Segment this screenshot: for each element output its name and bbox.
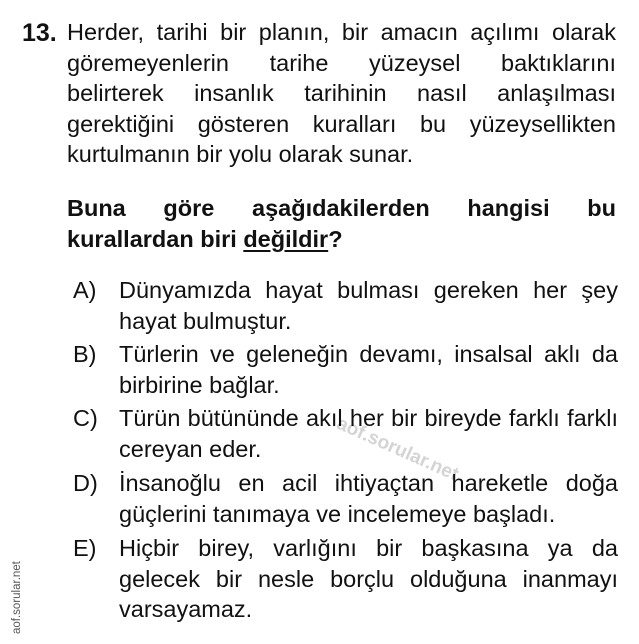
option-e[interactable] [73, 533, 618, 625]
watermark: aof.sorular.net [333, 413, 462, 486]
question-number: 13. [22, 19, 57, 47]
question-stem: Herder, tarihi bir planın, bir amacın açılımı olarak göremeyenlerin tarihe yüzeysel baktıklarını belirterek insanlık tarihinin nasıl anlaşılması gerektiğini gösteren kuralları bu yüzeysellikten kurtulmanın bir yolu olarak sunar. [67, 19, 616, 167]
option-c[interactable] [73, 403, 618, 464]
option-b[interactable] [73, 339, 618, 400]
option-letter: A) [73, 277, 97, 303]
side-watermark: aof.sorular.net [11, 561, 23, 634]
option-text: Hiçbir birey, varlığını bir başkasına ya da gelecek bir nesle borçlu olduğuna inanmayı varsayamaz. [119, 535, 618, 622]
option-text: Dünyamızda hayat bulması gereken her şey hayat bulmuştur. [119, 277, 618, 334]
option-text: Türün bütününde akıl her bir bireyde farklı farklı cereyan eder. [119, 405, 618, 462]
option-text: Türlerin ve geleneğin devamı, insalsal aklı da birbirine bağlar. [119, 341, 618, 398]
option-letter: D) [73, 470, 98, 496]
option-letter: E) [73, 535, 97, 561]
prompt-text: Buna göre aşağıdakilerden hangisi bu kurallardan biri [67, 195, 616, 252]
option-letter: C) [73, 405, 98, 431]
prompt-emphasis: değildir [243, 225, 329, 252]
option-text: İnsanoğlu en acil ihtiyaçtan hareketle doğa güçlerini tanımaya ve incelemeye başladı. [119, 470, 618, 527]
option-letter: B) [73, 341, 97, 367]
question-prompt [67, 193, 616, 254]
option-d[interactable] [73, 468, 618, 529]
prompt-end: ? [328, 225, 343, 252]
option-a[interactable] [73, 275, 618, 336]
